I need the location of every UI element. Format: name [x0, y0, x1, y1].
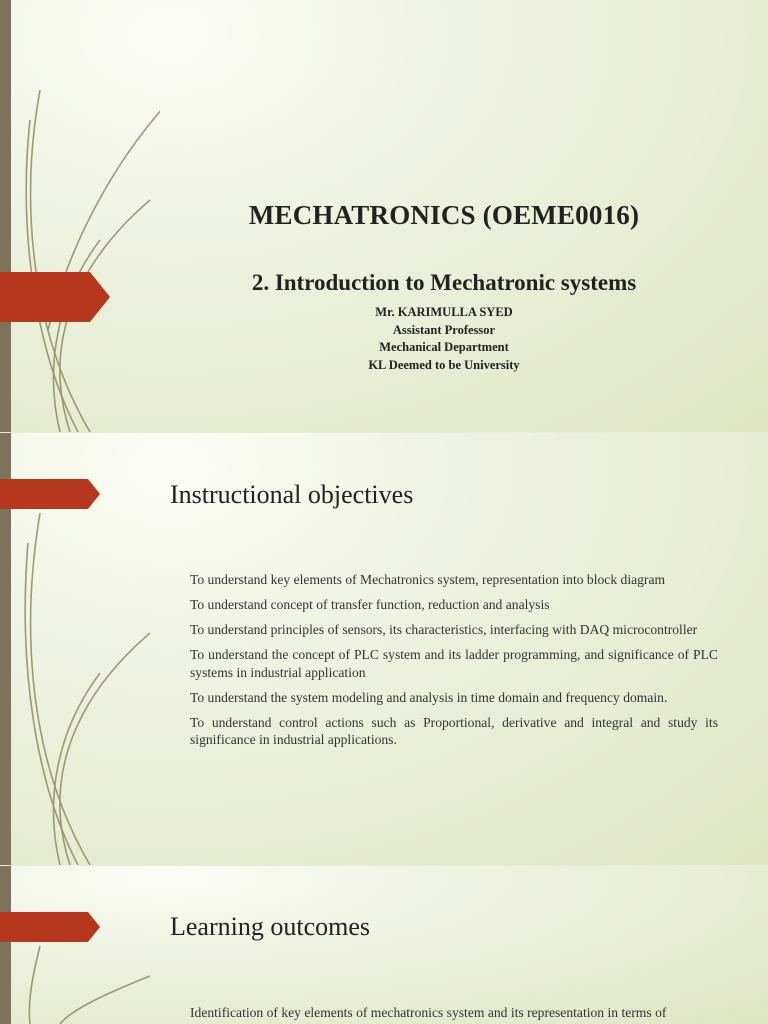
author-block	[120, 304, 768, 374]
slide-outcomes	[0, 866, 768, 1024]
slide-objectives	[0, 433, 768, 865]
slide-title-text: MECHATRONICS (OEME0016)	[248, 200, 640, 230]
list-item: To understand concept of transfer function, reduction and analysis	[190, 597, 550, 612]
vine-decoration	[0, 866, 160, 1024]
slide-title	[0, 0, 768, 432]
list-item: To understand key elements of Mechatronics system, representation into block diagram	[190, 572, 666, 587]
author-name: Mr. KARIMULLA SYED	[375, 305, 513, 319]
outcomes-list	[168, 1004, 718, 1024]
section-heading: Learning outcomes	[170, 912, 370, 941]
objectives-list	[168, 571, 718, 756]
list-item: To understand the system modeling and analysis in time domain and frequency domain.	[190, 689, 668, 705]
list-item: To understand the concept of PLC system and its ladder programming, and significance of PLC systems in industrial application	[190, 647, 718, 680]
list-item: Identification of key elements of mechatronics system and its representation in terms of	[190, 1005, 667, 1020]
section-heading: Instructional objectives	[170, 480, 414, 509]
list-item: To understand control actions such as Proportional, derivative and integral and study its significance in industrial applications.	[190, 714, 718, 747]
slide-subtitle-text: 2. Introduction to Mechatronic systems	[251, 270, 637, 295]
author-department: Mechanical Department	[379, 340, 509, 354]
list-item: To understand principles of sensors, its characteristics, interfacing with DAQ microcontroller	[190, 622, 698, 637]
author-university: KL Deemed to be University	[368, 357, 520, 372]
author-position: Assistant Professor	[392, 322, 496, 337]
